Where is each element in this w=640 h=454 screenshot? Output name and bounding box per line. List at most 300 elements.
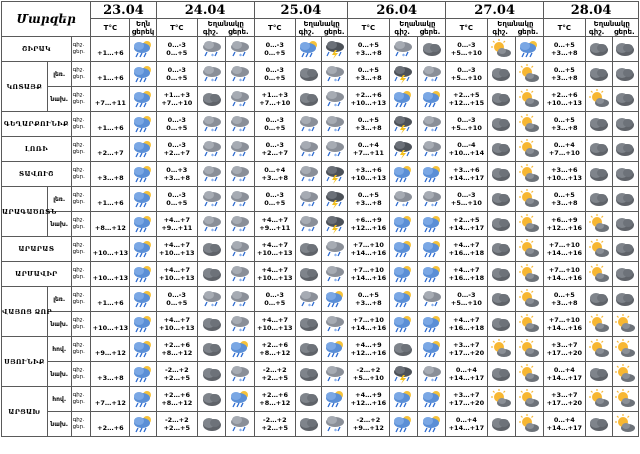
cloud-rain-sun-icon [130, 287, 156, 312]
temperature-cell: 0…-3 +5…+10 [446, 62, 487, 87]
temperature-cell: 0…-3 0…+5 [156, 37, 197, 62]
cloud-rain-snow-icon [226, 287, 254, 312]
sun-cloud-icon [515, 162, 543, 187]
temperature-cell: +10…+13 [91, 262, 130, 287]
temperature-cell: 0…+3 +3…+8 [156, 162, 197, 187]
region-name: ԳԵՂԱՐՔՈՒՆԻՔ [2, 112, 72, 137]
svg-text:*: * [210, 153, 214, 160]
region-name: ԱՐԱՐԱՏ [2, 237, 72, 262]
cloud-rain-snow-icon [322, 112, 348, 137]
cloud-rain-sun-icon [417, 212, 445, 237]
temperature-cell: +3…+7 +17…+20 [446, 387, 487, 412]
table-row [2, 212, 639, 237]
table-row [2, 237, 639, 262]
temperature-cell: 0…+5 +3…+8 [544, 62, 585, 87]
svg-text:*: * [402, 203, 406, 210]
table-title: Մարզեր [2, 2, 91, 37]
time-of-day-label: գիշ. ցեր. [71, 137, 91, 162]
temperature-cell: +7…+10 +14…+16 [544, 312, 585, 337]
svg-text:*: * [333, 153, 337, 160]
cloud-dark-icon [612, 37, 638, 62]
cloud-storm-icon [322, 162, 348, 187]
svg-text:*: * [238, 253, 242, 260]
temperature-cell: 0…-3 0…+5 [254, 37, 295, 62]
temperature-cell: +3…+7 +17…+20 [446, 337, 487, 362]
cloud-storm-icon [389, 112, 417, 137]
zone-name: լեռ. [47, 287, 71, 312]
table-row [2, 137, 639, 162]
sun-cloud-icon [515, 137, 543, 162]
zone-name: նախ. [47, 212, 71, 237]
svg-text:*: * [210, 78, 214, 85]
zone-name: հով. [47, 387, 71, 412]
svg-text:*: * [333, 253, 337, 260]
time-of-day-label: գիշ. ցեր. [71, 287, 91, 312]
cloud-dark-icon [585, 137, 612, 162]
cloud-rain-sun-icon [389, 412, 417, 437]
cloud-dark-icon [612, 262, 638, 287]
svg-text:*: * [430, 378, 434, 385]
cloud-dark-icon [612, 212, 638, 237]
table-row [2, 187, 639, 212]
weather-header: Եղն ցերեկ [131, 19, 155, 36]
temperature-cell: 0…+5 +3…+8 [544, 37, 585, 62]
cloud-rain-sun-icon [417, 412, 445, 437]
temp-header: T°C [91, 19, 130, 37]
sun-cloud-icon [515, 262, 543, 287]
svg-text:*: * [307, 178, 311, 185]
sun-cloud-icon [585, 237, 612, 262]
temperature-cell: 0…-3 +5…+10 [446, 187, 487, 212]
temperature-cell: 0…+5 +3…+8 [348, 62, 389, 87]
cloud-rain-snow-icon [197, 112, 225, 137]
temperature-cell: +9…+12 [91, 337, 130, 362]
cloud-dark-icon [487, 87, 515, 112]
svg-text:*: * [402, 53, 406, 60]
cloud-dark-icon [487, 287, 515, 312]
cloud-rain-sun-icon [515, 37, 543, 62]
cloud-rain-snow-icon [226, 262, 254, 287]
temp-header: T°C [544, 19, 585, 37]
temperature-cell: +4…+7 +10…+13 [254, 312, 295, 337]
sun-cloud-icon [585, 387, 612, 412]
table-row [2, 62, 639, 87]
cloud-rain-sun-icon [389, 387, 417, 412]
svg-text:*: * [238, 303, 242, 310]
cloud-rain-snow-icon [295, 112, 321, 137]
region-name: ՇԻՐԱԿ [2, 37, 72, 62]
cloud-dark-icon [585, 112, 612, 137]
temperature-cell: +1…+6 [91, 112, 130, 137]
sun-cloud-icon [515, 87, 543, 112]
svg-text:*: * [430, 303, 434, 310]
zone-name: նախ. [47, 362, 71, 387]
weather-header: Եղանակը գիշ. ցերե. [585, 19, 638, 37]
date-header: 23.04 [91, 2, 156, 19]
cloud-rain-snow-icon [417, 112, 445, 137]
cloud-dark-icon [197, 412, 225, 437]
cloud-dark-icon [612, 237, 638, 262]
cloud-rain-sun-icon [130, 137, 156, 162]
temperature-cell: +7…+10 +14…+16 [348, 312, 389, 337]
cloud-rain-snow-icon [226, 62, 254, 87]
cloud-dark-icon [197, 87, 225, 112]
time-of-day-label: գիշ. ցեր. [71, 62, 91, 87]
cloud-dark-icon [197, 262, 225, 287]
temperature-cell: 0…-3 0…+5 [156, 62, 197, 87]
cloud-rain-snow-icon [322, 237, 348, 262]
time-of-day-label: գիշ. ցեր. [71, 362, 91, 387]
cloud-dark-icon [197, 337, 225, 362]
time-of-day-label: գիշ. ցեր. [71, 337, 91, 362]
cloud-dark-icon [295, 362, 321, 387]
temp-header: T°C [254, 19, 295, 37]
sun-cloud-icon [585, 262, 612, 287]
cloud-rain-sun-icon [417, 262, 445, 287]
cloud-rain-sun-icon [226, 387, 254, 412]
svg-text:*: * [430, 78, 434, 85]
cloud-storm-icon [389, 362, 417, 387]
temperature-cell: 0…+4 +14…+17 [446, 362, 487, 387]
sun-cloud-icon [585, 312, 612, 337]
svg-text:*: * [238, 128, 242, 135]
temperature-cell: +2…+5 +14…+17 [446, 212, 487, 237]
temperature-cell: +4…+9 +12…+16 [348, 337, 389, 362]
sun-cloud-icon [585, 337, 612, 362]
cloud-rain-snow-icon [226, 137, 254, 162]
cloud-rain-snow-icon [295, 212, 321, 237]
zone-name: լեռ. [47, 62, 71, 87]
cloud-dark-icon [487, 237, 515, 262]
cloud-dark-icon [585, 162, 612, 187]
time-of-day-label: գիշ. ցեր. [71, 387, 91, 412]
svg-text:*: * [333, 128, 337, 135]
sun-cloud-icon [515, 412, 543, 437]
svg-text:*: * [238, 203, 242, 210]
temperature-cell: +2…+6 +10…+13 [348, 87, 389, 112]
cloud-rain-sun-icon [130, 337, 156, 362]
cloud-rain-snow-icon [226, 312, 254, 337]
temperature-cell: 0…-3 +5…+10 [446, 112, 487, 137]
svg-text:*: * [238, 78, 242, 85]
cloud-dark-icon [295, 237, 321, 262]
weather-header: Եղանակը գիշ. ցերե. [197, 19, 254, 37]
svg-text:*: * [238, 378, 242, 385]
time-of-day-label: գիշ. ցեր. [71, 412, 91, 437]
temperature-cell: +2…+6 +8…+12 [254, 387, 295, 412]
temperature-cell: +4…+7 +16…+18 [446, 312, 487, 337]
sun-cloud-icon [515, 312, 543, 337]
cloud-rain-sun-icon [417, 87, 445, 112]
cloud-rain-snow-icon [417, 137, 445, 162]
svg-text:*: * [333, 428, 337, 435]
svg-text:*: * [430, 203, 434, 210]
sun-cloud-icon [487, 337, 515, 362]
temperature-cell: +3…+7 +17…+20 [544, 337, 585, 362]
region-name: ԿՈՏԱՅՔ [2, 62, 48, 112]
temperature-cell: +8…+12 [91, 212, 130, 237]
cloud-dark-icon [295, 412, 321, 437]
table-row [2, 112, 639, 137]
temperature-cell: +2…+6 [91, 412, 130, 437]
table-row [2, 312, 639, 337]
temperature-cell: 0…-3 0…+5 [156, 287, 197, 312]
cloud-rain-snow-icon [226, 187, 254, 212]
table-row [2, 412, 639, 437]
cloud-rain-snow-icon [226, 37, 254, 62]
date-header: 24.04 [156, 2, 254, 19]
svg-text:*: * [238, 153, 242, 160]
cloud-rain-snow-icon [322, 312, 348, 337]
temperature-cell: -2…+2 +2…+5 [254, 362, 295, 387]
temperature-cell: +1…+6 [91, 187, 130, 212]
cloud-dark-icon [612, 137, 638, 162]
cloud-dark-icon [295, 87, 321, 112]
temperature-cell: +3…+8 [91, 362, 130, 387]
table-row [2, 37, 639, 62]
sun-cloud-icon [515, 212, 543, 237]
cloud-dark-icon [295, 62, 321, 87]
temperature-cell: +1…+3 +7…+10 [156, 87, 197, 112]
cloud-rain-snow-icon [226, 362, 254, 387]
cloud-rain-snow-icon [226, 237, 254, 262]
temperature-cell: 0…+5 +3…+8 [348, 287, 389, 312]
cloud-dark-icon [487, 62, 515, 87]
cloud-dark-icon [295, 337, 321, 362]
cloud-rain-snow-icon [295, 287, 321, 312]
sun-cloud-icon [487, 387, 515, 412]
cloud-dark-icon [295, 312, 321, 337]
cloud-rain-snow-icon [197, 162, 225, 187]
temperature-cell: 0…+4 +14…+17 [446, 412, 487, 437]
cloud-storm-icon [389, 137, 417, 162]
temperature-cell: 0…-3 0…+5 [254, 112, 295, 137]
svg-text:*: * [333, 328, 337, 335]
time-of-day-label: գիշ. ցեր. [71, 237, 91, 262]
temperature-cell: 0…+4 +7…+10 [544, 137, 585, 162]
region-name: ԱՐՑԱԽ [2, 387, 48, 437]
temperature-cell: +4…+7 +10…+13 [156, 237, 197, 262]
cloud-rain-sun-icon [226, 337, 254, 362]
cloud-dark-icon [295, 387, 321, 412]
cloud-rain-sun-icon [130, 112, 156, 137]
sun-cloud-icon [487, 37, 515, 62]
sun-cloud-icon [515, 287, 543, 312]
cloud-dark-icon [487, 262, 515, 287]
weather-header: Եղանակը գիշ. ցերե. [487, 19, 544, 37]
temperature-cell: 0…+4 +14…+17 [544, 362, 585, 387]
cloud-rain-snow-icon [197, 287, 225, 312]
cloud-rain-sun-icon [389, 87, 417, 112]
cloud-rain-sun-icon [295, 37, 321, 62]
cloud-dark-icon [487, 137, 515, 162]
table-row [2, 87, 639, 112]
cloud-rain-snow-icon [295, 187, 321, 212]
region-name: ՏԱՎՈՒՇ [2, 162, 72, 187]
temperature-cell: +3…+6 +14…+17 [446, 162, 487, 187]
table-row [2, 387, 639, 412]
svg-text:*: * [238, 103, 242, 110]
cloud-rain-snow-icon [389, 187, 417, 212]
cloud-dark-icon [612, 162, 638, 187]
zone-name: լեռ. [47, 187, 71, 212]
cloud-rain-snow-icon [417, 287, 445, 312]
temperature-cell: 0…-3 0…+5 [254, 287, 295, 312]
region-name: ՍՅՈՒՆԻՔ [2, 337, 48, 387]
date-header: 26.04 [348, 2, 446, 19]
temperature-cell: +3…+7 +17…+20 [544, 387, 585, 412]
svg-text:*: * [333, 378, 337, 385]
sun-cloud-icon [515, 362, 543, 387]
sun-cloud-icon [515, 62, 543, 87]
temperature-cell: +4…+7 +10…+13 [254, 237, 295, 262]
temperature-cell: 0…+5 +3…+8 [544, 187, 585, 212]
svg-text:*: * [333, 78, 337, 85]
temperature-cell: +4…+9 +12…+16 [348, 387, 389, 412]
temperature-cell: 0…+5 +3…+8 [544, 112, 585, 137]
cloud-rain-snow-icon [197, 187, 225, 212]
sun-cloud-icon [612, 337, 638, 362]
date-header: 28.04 [544, 2, 639, 19]
cloud-dark-icon [612, 87, 638, 112]
temperature-cell: 0…+5 +3…+8 [348, 187, 389, 212]
temperature-cell: 0…+5 +3…+8 [348, 37, 389, 62]
cloud-rain-sun-icon [322, 287, 348, 312]
cloud-rain-sun-icon [389, 237, 417, 262]
temperature-cell: +4…+7 +16…+18 [446, 262, 487, 287]
cloud-dark-icon [487, 312, 515, 337]
cloud-rain-sun-icon [417, 162, 445, 187]
cloud-rain-sun-icon [130, 237, 156, 262]
cloud-storm-icon [322, 37, 348, 62]
temperature-cell: -2…+2 +2…+5 [156, 362, 197, 387]
cloud-rain-sun-icon [389, 162, 417, 187]
time-of-day-label: գիշ. ցեր. [71, 312, 91, 337]
cloud-rain-snow-icon [197, 212, 225, 237]
temperature-cell: 0…+4 +14…+17 [544, 412, 585, 437]
cloud-dark-icon [487, 212, 515, 237]
svg-text:*: * [210, 303, 214, 310]
time-of-day-label: գիշ. ցեր. [71, 187, 91, 212]
temperature-cell: +2…+6 +8…+12 [156, 337, 197, 362]
table-row [2, 337, 639, 362]
sun-cloud-icon [612, 387, 638, 412]
sun-cloud-icon [612, 312, 638, 337]
temperature-cell: +2…+5 +12…+15 [446, 87, 487, 112]
table-row [2, 362, 639, 387]
cloud-rain-snow-icon [197, 137, 225, 162]
cloud-rain-sun-icon [130, 62, 156, 87]
cloud-storm-icon [322, 187, 348, 212]
cloud-rain-snow-icon [226, 412, 254, 437]
temperature-cell: +7…+10 +14…+16 [348, 237, 389, 262]
cloud-dark-icon [295, 262, 321, 287]
temperature-cell: +7…+10 +14…+16 [348, 262, 389, 287]
cloud-dark-icon [197, 387, 225, 412]
weather-header: Եղանակը գիշ. ցերե. [389, 19, 446, 37]
temperature-cell: 0…-3 0…+5 [254, 62, 295, 87]
region-name: ԱՐԱԳԱԾՈՏՆ [2, 187, 48, 237]
zone-name: նախ. [47, 87, 71, 112]
svg-text:*: * [238, 178, 242, 185]
cloud-dark-icon [197, 237, 225, 262]
temperature-cell: +10…+13 [91, 312, 130, 337]
svg-text:*: * [210, 53, 214, 60]
date-header: 27.04 [446, 2, 544, 19]
cloud-dark-icon [487, 362, 515, 387]
svg-text:*: * [430, 153, 434, 160]
svg-text:*: * [307, 228, 311, 235]
svg-text:*: * [238, 328, 242, 335]
cloud-dark-icon [585, 412, 612, 437]
svg-text:*: * [307, 203, 311, 210]
svg-text:*: * [238, 53, 242, 60]
cloud-rain-sun-icon [389, 262, 417, 287]
cloud-rain-sun-icon [130, 187, 156, 212]
svg-text:*: * [210, 203, 214, 210]
temperature-cell: 0…-4 +10…+14 [446, 137, 487, 162]
temperature-cell: 0…-3 0…+5 [254, 187, 295, 212]
temperature-cell: +7…+12 [91, 387, 130, 412]
time-of-day-label: գիշ. ցեր. [71, 212, 91, 237]
sun-cloud-icon [515, 337, 543, 362]
cloud-rain-sun-icon [322, 337, 348, 362]
svg-text:*: * [238, 428, 242, 435]
cloud-rain-sun-icon [389, 287, 417, 312]
cloud-dark-icon [612, 112, 638, 137]
cloud-storm-icon [322, 212, 348, 237]
cloud-dark-icon [487, 162, 515, 187]
cloud-dark-icon [197, 312, 225, 337]
cloud-rain-sun-icon [417, 387, 445, 412]
temperature-cell: +4…+7 +16…+18 [446, 237, 487, 262]
cloud-rain-snow-icon [226, 112, 254, 137]
temperature-cell: 0…-3 0…+5 [156, 187, 197, 212]
cloud-rain-sun-icon [130, 262, 156, 287]
table-row [2, 287, 639, 312]
region-name: ԼՈՌԻ [2, 137, 72, 162]
temperature-cell: -2…+2 +5…+10 [348, 362, 389, 387]
temperature-cell: 0…+5 +3…+8 [544, 287, 585, 312]
cloud-dark-icon [585, 362, 612, 387]
temperature-cell: +6…+9 +12…+16 [544, 212, 585, 237]
sun-cloud-icon [515, 187, 543, 212]
temperature-cell: +1…+6 [91, 62, 130, 87]
cloud-rain-snow-icon [226, 87, 254, 112]
svg-text:*: * [333, 278, 337, 285]
cloud-dark-icon [487, 412, 515, 437]
sun-cloud-icon [515, 387, 543, 412]
cloud-dark-icon [585, 62, 612, 87]
temperature-cell: +4…+7 +10…+13 [156, 262, 197, 287]
cloud-rain-sun-icon [322, 387, 348, 412]
temperature-cell: +4…+7 +9…+11 [254, 212, 295, 237]
temperature-cell: +2…+6 +8…+12 [156, 387, 197, 412]
cloud-rain-snow-icon [389, 37, 417, 62]
cloud-rain-snow-icon [322, 137, 348, 162]
cloud-rain-sun-icon [130, 37, 156, 62]
sun-cloud-icon [612, 412, 638, 437]
cloud-rain-snow-icon [226, 212, 254, 237]
zone-name: նախ. [47, 312, 71, 337]
temperature-cell: +4…+7 +9…+11 [156, 212, 197, 237]
temperature-cell: +4…+7 +10…+13 [156, 312, 197, 337]
svg-text:*: * [210, 178, 214, 185]
cloud-dark-icon [612, 187, 638, 212]
cloud-rain-sun-icon [389, 312, 417, 337]
sun-cloud-icon [612, 362, 638, 387]
region-name: ԱՐՄԱՎԻՐ [2, 262, 72, 287]
